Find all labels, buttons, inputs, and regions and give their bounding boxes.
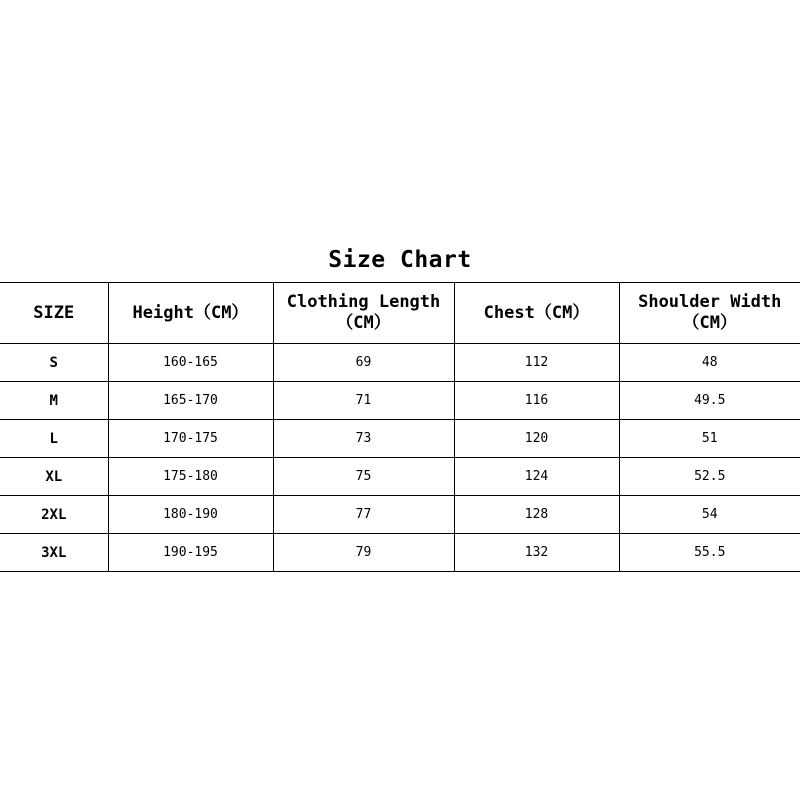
cell-height: 165-170 (108, 382, 273, 420)
table-row (0, 420, 800, 458)
cell-chest: 128 (454, 496, 619, 534)
cell-chest: 132 (454, 534, 619, 572)
size-chart-table (0, 282, 800, 572)
cell-shoulder-width: 55.5 (619, 534, 800, 572)
cell-shoulder-width: 52.5 (619, 458, 800, 496)
cell-chest: 120 (454, 420, 619, 458)
cell-height: 180-190 (108, 496, 273, 534)
cell-size: L (0, 420, 108, 458)
table-row (0, 534, 800, 572)
cell-height: 160-165 (108, 344, 273, 382)
cell-clothing-length: 73 (273, 420, 454, 458)
cell-size: 3XL (0, 534, 108, 572)
column-header-height-line1: Height（CM） (132, 302, 249, 323)
column-header-height (108, 283, 273, 344)
page-title: Size Chart (328, 247, 472, 273)
cell-clothing-length: 79 (273, 534, 454, 572)
column-header-clothing-length-line1: Clothing Length (286, 292, 441, 312)
column-header-chest (454, 283, 619, 344)
column-header-clothing-length-line2: （CM） (336, 313, 391, 333)
table-header-row (0, 283, 800, 344)
cell-shoulder-width: 51 (619, 420, 800, 458)
cell-size: 2XL (0, 496, 108, 534)
cell-size: S (0, 344, 108, 382)
table-row (0, 496, 800, 534)
cell-clothing-length: 75 (273, 458, 454, 496)
cell-height: 170-175 (108, 420, 273, 458)
cell-clothing-length: 71 (273, 382, 454, 420)
size-chart (0, 246, 800, 572)
cell-chest: 116 (454, 382, 619, 420)
table-row (0, 344, 800, 382)
column-header-shoulder-width-line2: （CM） (682, 313, 737, 333)
column-header-shoulder-width (619, 283, 800, 344)
cell-shoulder-width: 49.5 (619, 382, 800, 420)
cell-clothing-length: 77 (273, 496, 454, 534)
column-header-size-line1: SIZE (33, 302, 75, 323)
column-header-clothing-length (273, 283, 454, 344)
column-header-chest-line1: Chest（CM） (483, 302, 590, 323)
cell-size: M (0, 382, 108, 420)
table-row (0, 382, 800, 420)
column-header-size (0, 283, 108, 344)
cell-shoulder-width: 54 (619, 496, 800, 534)
cell-shoulder-width: 48 (619, 344, 800, 382)
cell-height: 190-195 (108, 534, 273, 572)
cell-height: 175-180 (108, 458, 273, 496)
column-header-shoulder-width-line1: Shoulder Width (638, 292, 782, 312)
cell-chest: 112 (454, 344, 619, 382)
cell-size: XL (0, 458, 108, 496)
table-row (0, 458, 800, 496)
cell-chest: 124 (454, 458, 619, 496)
cell-clothing-length: 69 (273, 344, 454, 382)
